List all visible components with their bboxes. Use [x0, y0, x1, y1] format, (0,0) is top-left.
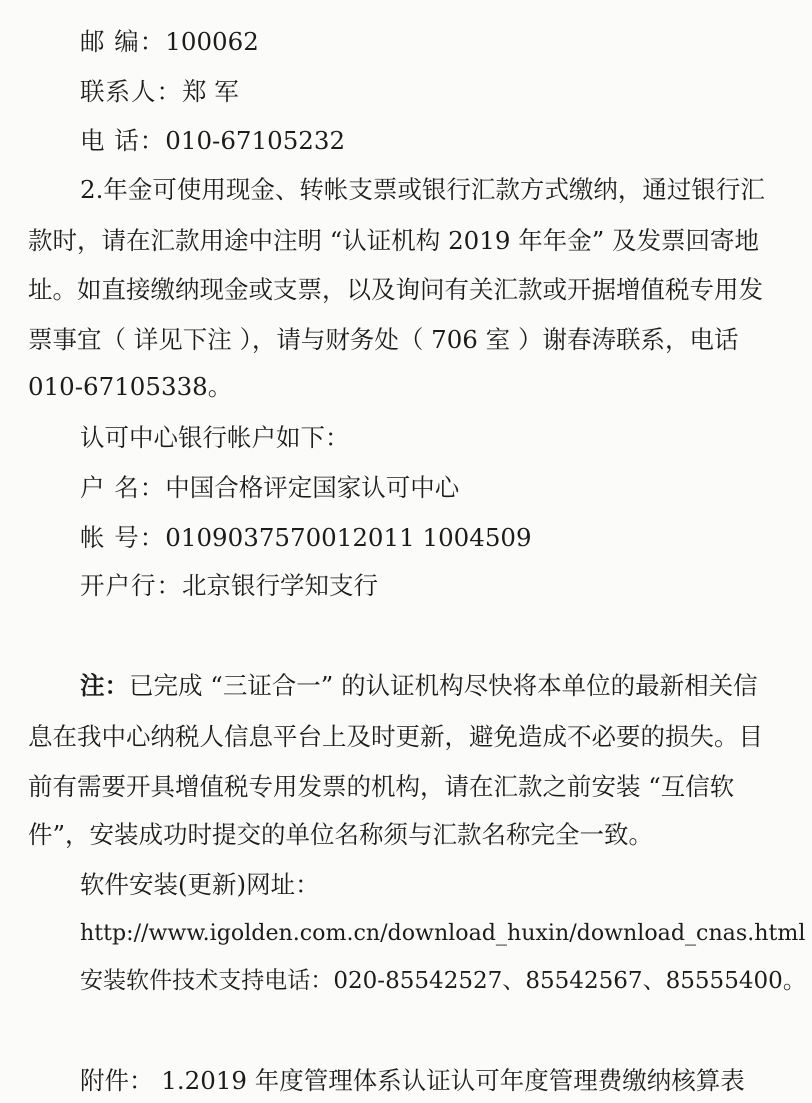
contact-person-label: 联系人：: [80, 77, 182, 106]
account-number-label: 帐 号：: [80, 523, 166, 552]
postcode-line: [80, 27, 259, 57]
postcode-label: 邮 编：: [80, 27, 166, 56]
contact-person-line: [80, 77, 239, 107]
bank-branch-label: 开户行：: [80, 571, 182, 600]
note-line-2: 息在我中心纳税人信息平台上及时更新，避免造成不必要的损失。目: [28, 722, 763, 751]
account-number-line: [80, 523, 532, 553]
account-number-value: 0109037570012011 1004509: [165, 523, 532, 552]
phone-line: [80, 126, 345, 156]
contact-person-value: 郑 军: [182, 77, 239, 106]
note-label: 注：: [80, 671, 129, 700]
bank-branch-line: [80, 571, 378, 601]
software-url-label: 软件安装(更新)网址：: [80, 870, 320, 899]
payment-line-3: 址。如直接缴纳现金或支票，以及询问有关汇款或开据增值税专用发: [28, 275, 763, 304]
payment-line-4: 票事宜（ 详见下注 ），请与财务处（ 706 室 ）谢春涛联系，电话: [28, 325, 739, 354]
payment-line-2: 款时，请在汇款用途中注明 “认证机构 2019 年年金” 及发票回寄地: [28, 226, 760, 255]
account-name-value: 中国合格评定国家认可中心: [165, 473, 460, 502]
note-line-1: [80, 671, 758, 701]
postcode-value: 100062: [165, 27, 259, 56]
bank-branch-value: 北京银行学知支行: [182, 571, 378, 600]
software-url: http://www.igolden.com.cn/download_huxin/download_cnas.html: [80, 920, 806, 946]
note-line-4: 件”，安装成功时提交的单位名称须与汇款名称完全一致。: [28, 820, 654, 849]
phone-label: 电 话：: [80, 126, 166, 155]
payment-line-5: 010-67105338。: [28, 372, 233, 401]
phone-value: 010-67105232: [165, 126, 346, 155]
attachment-line: 附件： 1.2019 年度管理体系认证认可年度管理费缴纳核算表: [80, 1066, 745, 1095]
payment-line-1: 2.年金可使用现金、转帐支票或银行汇款方式缴纳，通过银行汇: [80, 175, 765, 204]
account-name-label: 户 名：: [80, 473, 166, 502]
note-line-1-text: 已完成 “三证合一” 的认证机构尽快将本单位的最新相关信: [129, 671, 758, 700]
bank-intro: 认可中心银行帐户如下：: [80, 423, 350, 452]
note-line-3: 前有需要开具增值税专用发票的机构，请在汇款之前安装 “互信软: [28, 772, 735, 801]
software-support-line: 安装软件技术支持电话：020-85542527、85542567、85555400。: [80, 968, 806, 994]
account-name-line: [80, 473, 459, 503]
